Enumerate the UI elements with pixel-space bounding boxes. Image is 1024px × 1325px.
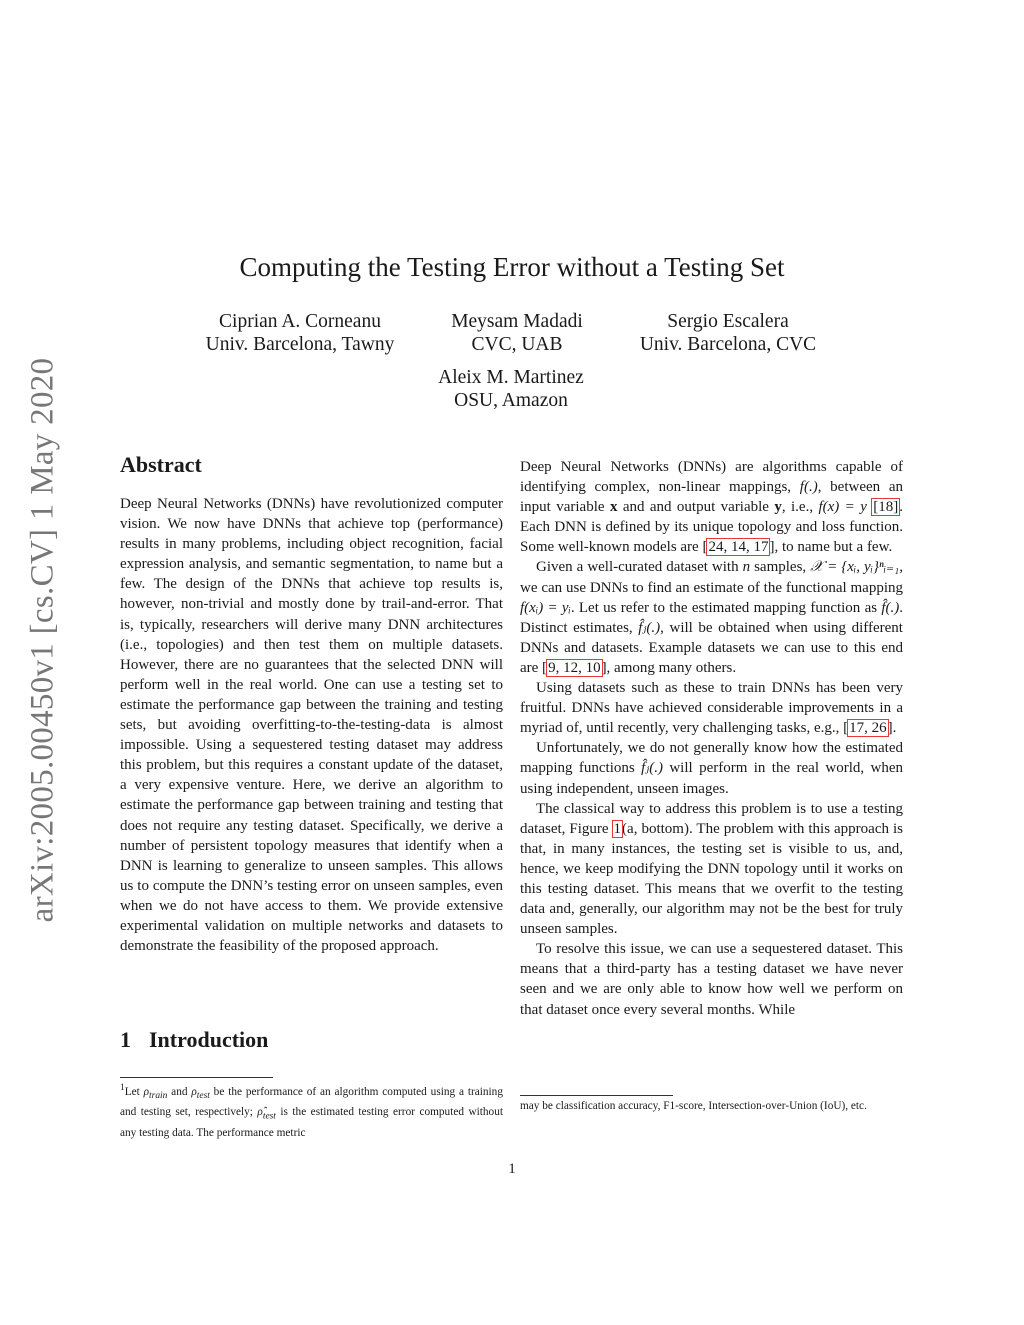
author-block-4 — [381, 366, 641, 412]
author-name: Meysam Madadi — [451, 311, 583, 332]
author-affiliation: Univ. Barcelona, Tawny — [205, 334, 395, 355]
intro-paragraph: Unfortunately, we do not generally know how the estimated mapping functions f̂ⱼ(.) will perform in the real world, when using independent, unseen images. — [520, 740, 903, 797]
intro-paragraph: Using datasets such as these to train DNNs has been very fruitful. DNNs have achieved considerable improvements in a myriad of, until recently, very challenging tasks, e.g., [17, 26]. — [520, 680, 903, 737]
page-number: 1 — [508, 1161, 516, 1177]
footnote-divider-left — [120, 1077, 273, 1078]
footnote-right: may be classification accuracy, F1-score, Intersection-over-Union (IoU), etc. — [520, 1100, 867, 1112]
intro-paragraph: Deep Neural Networks (DNNs) are algorithms capable of identifying complex, non-linear mappings, f(.), between an input variable x and and output variable y, i.e., f(x) = y [18]. Each DNN is defined by its unique topology and loss function. Some well-known models are [24, 14, 17], to name but a few. — [520, 459, 904, 556]
citation-link[interactable]: 17, 26 — [849, 720, 887, 737]
author-block-3 — [598, 310, 858, 356]
author-name: Aleix M. Martinez — [438, 367, 584, 388]
section-title: Introduction — [149, 1027, 269, 1052]
author-affiliation: Univ. Barcelona, CVC — [639, 334, 817, 355]
section-number: 1 — [120, 1027, 131, 1052]
citation-link[interactable]: 24, 14, 17 — [708, 539, 769, 556]
footnote-left: $^1$Let $\rho_{train}$ and $\rho_{test}$ be the performance of an algorithm computed using a training and testing set, respectively; $\rhô_{test}$ is the estimated testing error computed without any testing data. The performance metric — [120, 1083, 503, 1140]
citation-link[interactable]: 9, 12, 10 — [548, 659, 601, 676]
intro-paragraph: Given a well-curated dataset with n samples, 𝒳 = {xᵢ, yᵢ}ⁿᵢ₌₁, we can use DNNs to find an estimate of the functional mapping f(xᵢ) = yᵢ. Let us refer to the estimated mapping function as f̂(.). Distinct estimates, f̂ⱼ(.), will be obtained when using different DNNs and datasets. Example datasets we can use to this end are [9, 12, 10], among many others. — [520, 559, 904, 676]
author-affiliation: OSU, Amazon — [454, 390, 568, 411]
figure-link[interactable]: 1 — [613, 820, 622, 837]
arxiv-identifier-stamp: arXiv:2005.00450v1 [cs.CV] 1 May 2020 — [24, 357, 61, 923]
abstract-text: Deep Neural Networks (DNNs) have revolutionized computer vision. We now have DNNs that achieve top (performance) results in many problems, including object recognition, facial expression analysis, and semantic segmentation, to name but a few. The design of the DNNs that achieve top results is, however, non-trivial and mostly done by trail-and-error. That is, typically, researchers will derive many DNN architectures (i.e., topologies) and then test them on multiple datasets. However, there are no guarantees that the selected DNN will perform well in the real world. One can use a testing set to estimate the performance gap between the training and testing sets, but avoiding overfitting-to-the-testing-data is almost impossible. Using a sequestered testing dataset may address this problem, but this requires a constant update of the dataset, a very expensive venture. Here, we derive an algorithm to estimate the performance gap between training and testing that does not require any testing dataset. Specifically, we derive a number of persistent topology measures that identify when a DNN is learning to generalize to unseen samples. This allows us to compute the DNN’s testing error on unseen samples, even when we do not have access to them. We provide extensive experimental validation on multiple networks and datasets to demonstrate the feasibility of the proposed approach. — [120, 496, 503, 955]
abstract-column — [120, 494, 503, 956]
author-name: Sergio Escalera — [667, 311, 789, 332]
footnote-mark: 1 — [120, 1083, 125, 1093]
introduction-column — [520, 457, 903, 1020]
paper-title: Computing the Testing Error without a Testing Set — [239, 252, 785, 282]
intro-paragraph: To resolve this issue, we can use a sequestered dataset. This means that a third-party has a testing dataset we have never seen and we are only able to know how well we perform on that dataset once every several months. While — [520, 941, 903, 1018]
citation-link[interactable]: [18] — [873, 499, 899, 516]
section-heading — [120, 1027, 268, 1053]
footnote-divider-right — [520, 1095, 673, 1096]
author-affiliation: CVC, UAB — [471, 334, 563, 355]
author-name: Ciprian A. Corneanu — [219, 311, 381, 332]
intro-paragraph: The classical way to address this problem is to use a testing dataset, Figure 1(a, bottom). The problem with this approach is that, in many instances, the testing set is visible to us, and, hence, we keep modifying the DNN topology until it works on this testing dataset. This means that we overfit to the testing data and, generally, our algorithm may not be the best for truly unseen samples. — [520, 800, 903, 938]
abstract-heading: Abstract — [120, 452, 202, 477]
